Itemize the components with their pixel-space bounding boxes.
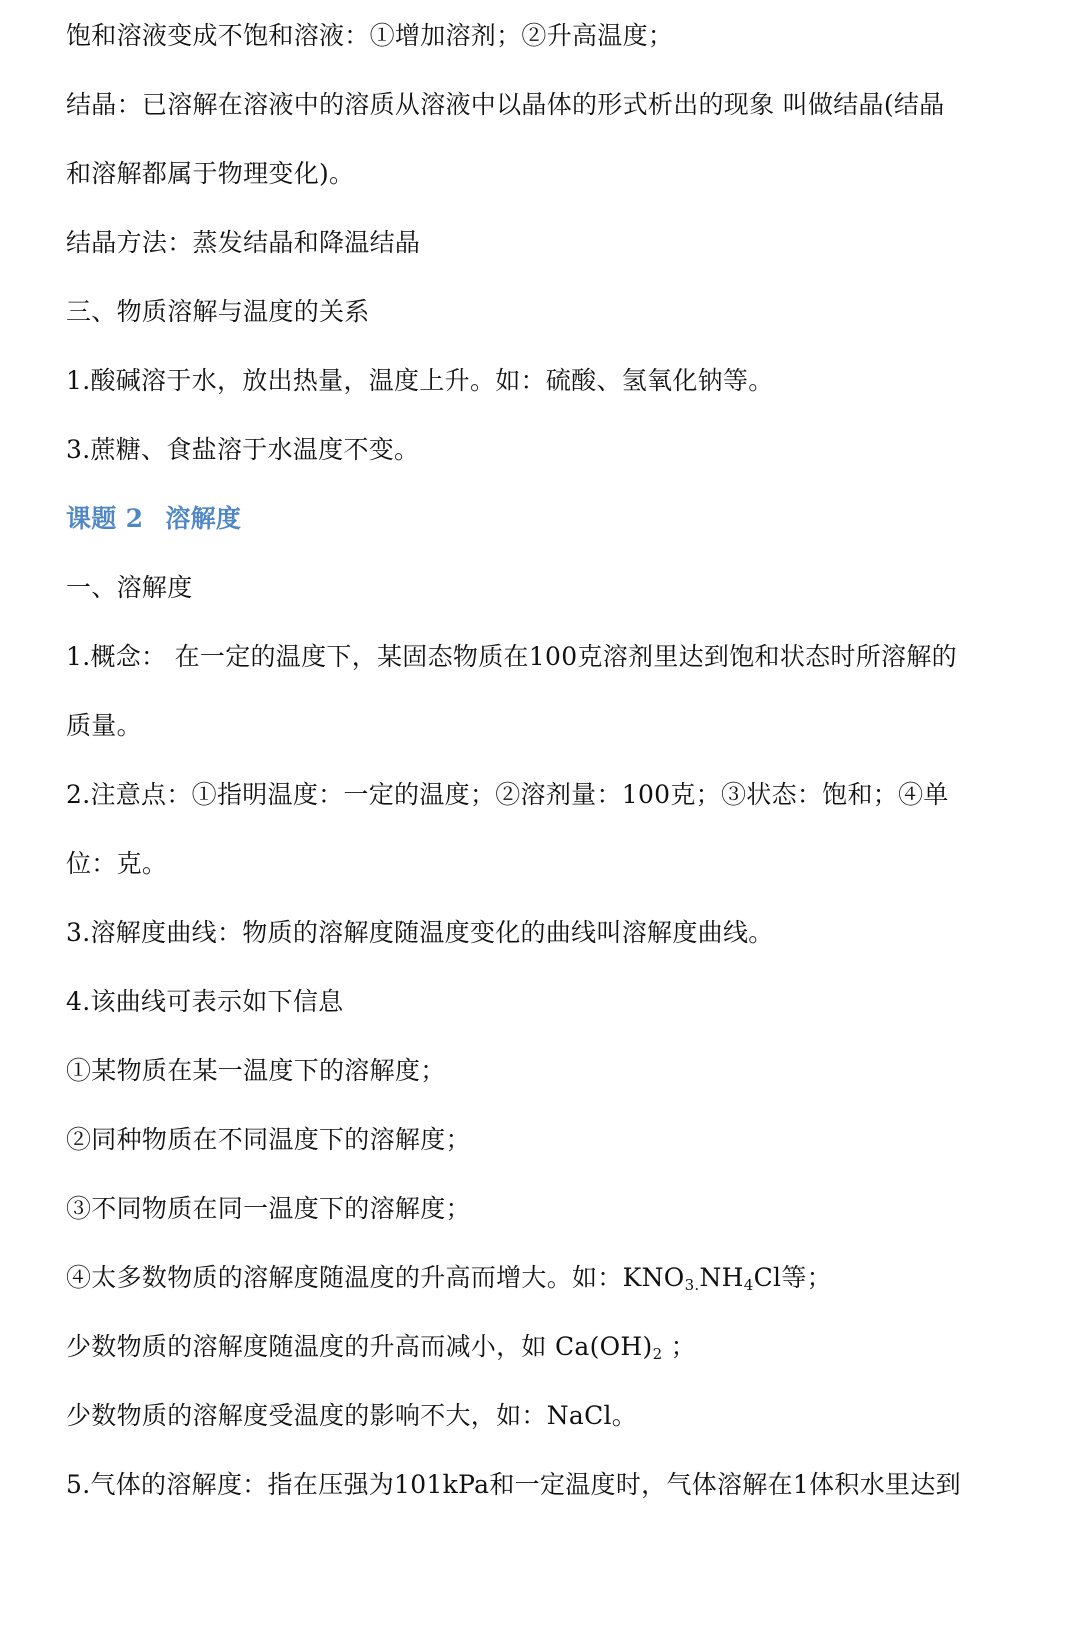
formula-text: ④太多数物质的溶解度随温度的升高而增大。如：KNO — [66, 1263, 685, 1292]
formula-subscript: 3. — [684, 1276, 700, 1294]
formula-text: 少数物质的溶解度随温度的升高而减小，如 Ca(OH) — [66, 1332, 653, 1361]
section-heading: 三、物质溶解与温度的关系 — [66, 297, 370, 326]
text-line: 和溶解都属于物理变化)。 — [66, 159, 355, 188]
text-line: 3.溶解度曲线：物质的溶解度随温度变化的曲线叫溶解度曲线。 — [66, 918, 774, 947]
text-line: 位：克。 — [66, 849, 168, 878]
text-line: 3.蔗糖、食盐溶于水温度不变。 — [66, 435, 420, 464]
section-heading: 一、溶解度 — [66, 573, 193, 602]
text-line: ③不同物质在同一温度下的溶解度； — [66, 1194, 471, 1223]
formula-text: ； — [662, 1332, 696, 1361]
text-line: 2.注意点：①指明温度：一定的温度；②溶剂量：100克；③状态：饱和；④单 — [66, 780, 949, 809]
lesson-label: 课题 2 — [66, 504, 144, 533]
formula-text: Cl等； — [753, 1263, 832, 1292]
text-line: 结晶方法：蒸发结晶和降温结晶 — [66, 228, 421, 257]
lesson-title: 溶解度 — [165, 504, 242, 533]
text-line: ②同种物质在不同温度下的溶解度； — [66, 1125, 471, 1154]
text-line: ①某物质在某一温度下的溶解度； — [66, 1056, 446, 1085]
text-line: 1.酸碱溶于水，放出热量，温度上升。如：硫酸、氢氧化钠等。 — [66, 366, 774, 395]
text-line: 饱和溶液变成不饱和溶液：①增加溶剂；②升高温度； — [66, 21, 674, 50]
lesson-heading — [66, 503, 241, 535]
text-line: 4.该曲线可表示如下信息 — [66, 987, 344, 1016]
text-line: 少数物质的溶解度受温度的影响不大，如：NaCl。 — [66, 1401, 638, 1430]
text-line: 质量。 — [66, 711, 142, 740]
formula-text: NH — [699, 1263, 744, 1292]
text-line: 5.气体的溶解度：指在压强为101kPa和一定温度时，气体溶解在1体积水里达到 — [66, 1470, 961, 1499]
text-line: 结晶：已溶解在溶液中的溶质从溶液中以晶体的形式析出的现象 叫做结晶(结晶 — [66, 90, 945, 119]
text-line: 1.概念： 在一定的温度下，某固态物质在100克溶剂里达到饱和状态时所溶解的 — [66, 642, 957, 671]
formula-line — [66, 1262, 832, 1294]
formula-line — [66, 1331, 696, 1363]
formula-subscript: 2 — [652, 1345, 663, 1363]
formula-subscript: 4 — [743, 1276, 754, 1294]
